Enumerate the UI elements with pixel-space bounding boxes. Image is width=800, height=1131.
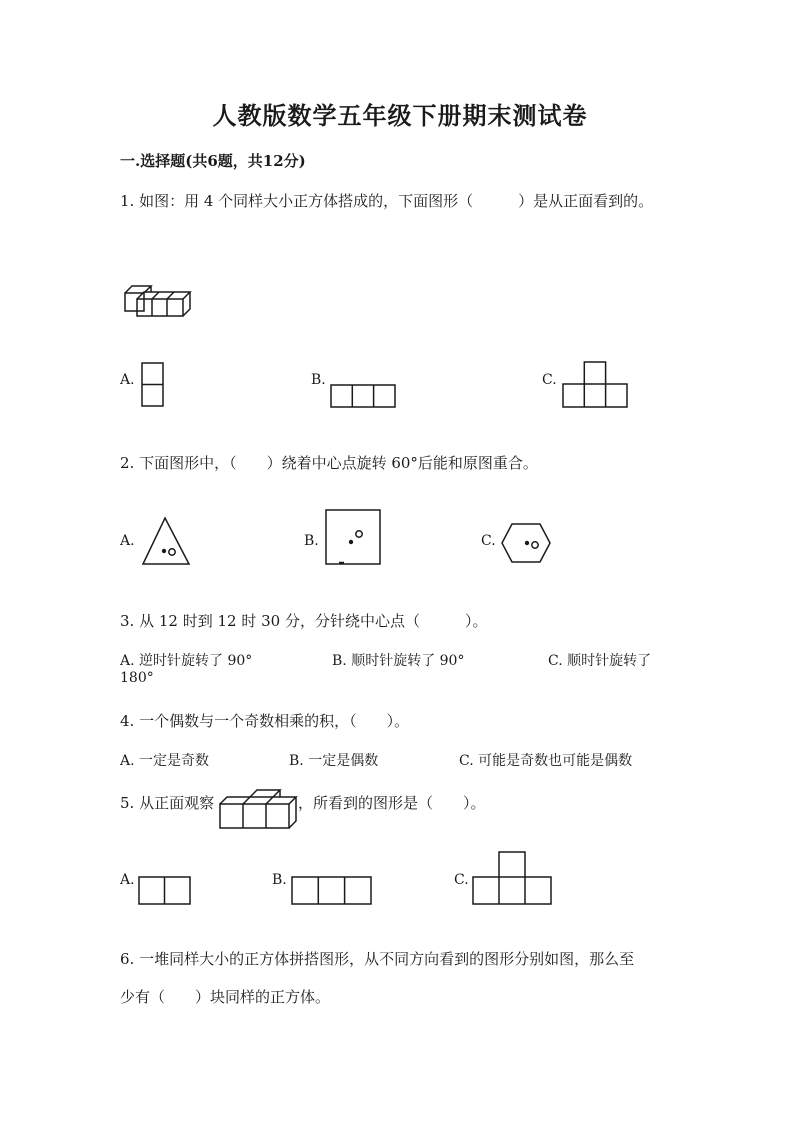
question-5-option-a-label[interactable]: A. xyxy=(120,872,135,888)
question-2-option-b-square-figure xyxy=(324,508,384,568)
question-2-option-c-label[interactable]: C. xyxy=(481,533,496,549)
question-3-option-a[interactable]: A. 逆时针旋转了 90° xyxy=(120,653,253,669)
section-heading: 一.选择题(共6题，共12分) xyxy=(120,152,306,170)
page-title: 人教版数学五年级下册期末测试卷 xyxy=(212,101,588,130)
question-5-cube-stack-figure xyxy=(217,788,297,832)
question-4-option-c[interactable]: C. 可能是奇数也可能是偶数 xyxy=(459,753,633,769)
question-2-option-c-hexagon-figure xyxy=(500,522,554,566)
question-4-option-a[interactable]: A. 一定是奇数 xyxy=(120,753,210,769)
question-3-option-b[interactable]: B. 顺时针旋转了 90° xyxy=(332,653,465,669)
question-5-option-b-figure xyxy=(291,876,373,906)
question-1-option-a-label[interactable]: A. xyxy=(120,372,135,388)
question-3-option-c[interactable]: C. 顺时针旋转了 xyxy=(548,653,652,669)
question-3-text: 3. 从 12 时到 12 时 30 分，分针绕中心点（ ）。 xyxy=(120,612,488,630)
question-5-option-a-figure xyxy=(138,876,193,906)
question-2-option-a-triangle-figure xyxy=(141,516,193,568)
question-1-text: 1. 如图：用 4 个同样大小正方体搭成的，下面图形（ ）是从正面看到的。 xyxy=(120,192,654,210)
question-4-text: 4. 一个偶数与一个奇数相乘的积，（ ）。 xyxy=(120,712,410,730)
question-4-option-b[interactable]: B. 一定是偶数 xyxy=(289,753,379,769)
question-5-option-b-label[interactable]: B. xyxy=(272,872,287,888)
question-2-option-a-label[interactable]: A. xyxy=(120,533,135,549)
question-1-cube-stack-figure xyxy=(122,283,188,319)
question-5-option-c-label[interactable]: C. xyxy=(454,872,469,888)
question-5-text-before: 5. 从正面观察 xyxy=(120,794,215,812)
question-1-option-a-figure xyxy=(141,362,165,408)
question-3-option-c-continued: 180° xyxy=(120,670,154,686)
question-1-option-b-label[interactable]: B. xyxy=(311,372,326,388)
question-5-text-after: ，所看到的图形是（ ）。 xyxy=(298,794,486,812)
question-1-option-c-figure xyxy=(562,361,630,409)
question-1-option-b-figure xyxy=(330,384,398,409)
question-6-text-line-2: 少有（ ）块同样的正方体。 xyxy=(120,988,331,1006)
question-1-option-c-label[interactable]: C. xyxy=(542,372,557,388)
question-2-option-b-label[interactable]: B. xyxy=(304,533,319,549)
question-2-text: 2. 下面图形中，（ ）绕着中心点旋转 60°后能和原图重合。 xyxy=(120,454,538,472)
question-6-text-line-1: 6. 一堆同样大小的正方体拼搭图形，从不同方向看到的图形分别如图，那么至 xyxy=(120,950,635,968)
question-5-option-c-figure xyxy=(472,851,554,906)
